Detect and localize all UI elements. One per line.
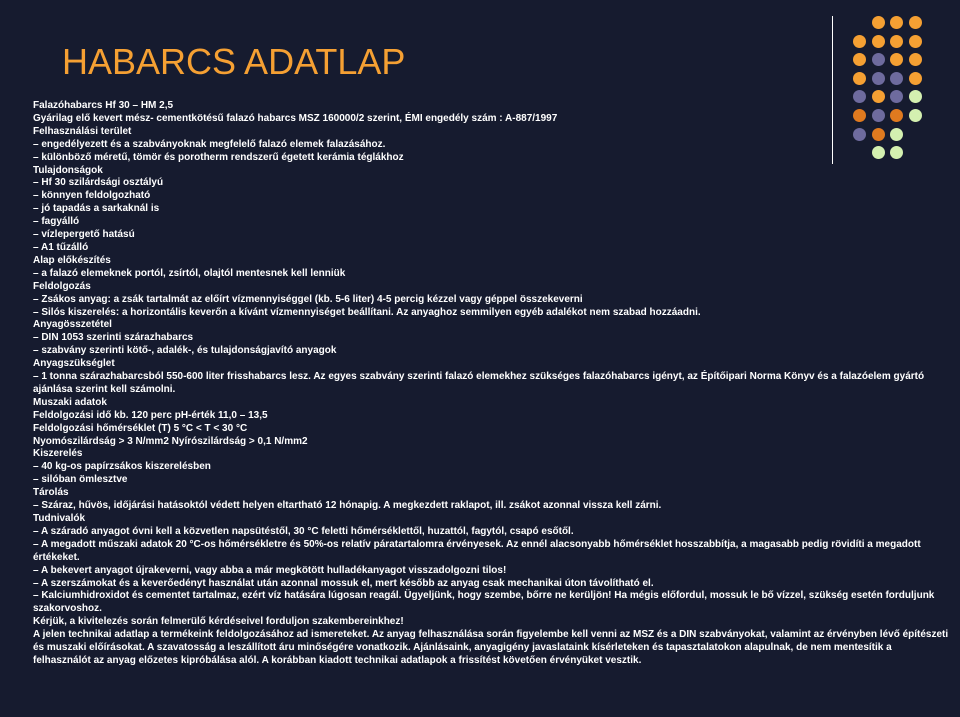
decorative-dot bbox=[872, 53, 885, 66]
list-item: – Hf 30 szilárdsági osztályú bbox=[33, 177, 164, 189]
text-line: Kérjük, a kivitelezés során felmerülő kérdéseivel forduljon szakembereinkhez! bbox=[33, 616, 404, 628]
decorative-dot bbox=[872, 72, 885, 85]
list-item: – vízlepergető hatású bbox=[33, 229, 135, 241]
decorative-dot bbox=[890, 53, 903, 66]
disclaimer-paragraph: A jelen technikai adatlap a termékeink feldolgozásához ad ismereteket. Az anyag felhasználása során figyelembe kell venni az MSZ és a DIN szabványokat, valamint az érvényben lévő építészeti és muszaki előírásokat. A szavatosság a leszállított áru minőségére vonatkozik. Ajánlásaink, anyagigény javaslataink kísérleteken és tapasztalatokon alapulnak, de nem mentesítik a bbox=[33, 629, 949, 654]
decorative-dot bbox=[853, 35, 866, 48]
list-item: – Silós kiszerelés: a horizontális keverőn a kívánt vízmennyiséget beállítani. Az anyaghoz semmilyen egyéb adalékot nem szabad hozzáadni. bbox=[33, 306, 701, 318]
section-heading: Feldolgozás bbox=[33, 280, 91, 292]
list-item: – könnyen feldolgozható bbox=[33, 190, 151, 202]
decorative-dot bbox=[853, 72, 866, 85]
list-item: – silóban ömlesztve bbox=[33, 474, 128, 486]
list-item: – DIN 1053 szerinti szárazhabarcs bbox=[33, 332, 194, 344]
spec-line: Nyomószilárdság > 3 N/mm2 Nyírószilárdság > 0,1 N/mm2 bbox=[33, 435, 308, 447]
section-heading: Anyagösszetétel bbox=[33, 319, 112, 331]
spec-line: Feldolgozási idő kb. 120 perc pH-érték 11,0 – 13,5 bbox=[33, 409, 268, 421]
disclaimer-paragraph: felhasználót az anyag előzetes kipróbálása alól. A korábban kiadott technikai adatlapok a frissítést követően érvényüket vesztik. bbox=[33, 654, 642, 666]
section-heading: Anyagszükséglet bbox=[33, 358, 115, 370]
decorative-dot bbox=[890, 72, 903, 85]
list-item: – A szerszámokat és a keverőedényt használat után azonnal mossuk el, mert később az anyag csak mechanikai úton távolítható el. bbox=[33, 577, 654, 589]
list-item: – a falazó elemeknek portól, zsírtól, olajtól mentesnek kell lenniük bbox=[33, 267, 346, 279]
section-heading: Tudnivalók bbox=[33, 513, 86, 524]
text-line: Falazóhabarcs Hf 30 – HM 2,5 bbox=[33, 100, 174, 111]
list-item: – Kalciumhidroxidot és cementet tartalmaz, ezért víz hatására lúgosan reagál. Ügyeljünk, hogy szembe, bőrre ne kerüljön! Ha mégis előfordul, mossuk le bő vízzel, szükség esetén forduljunk szakorvoshoz. bbox=[33, 590, 935, 615]
list-item: – A bekevert anyagot újrakeverni, vagy abba a már megkötött hulladékanyagot visszadolgozni tilos! bbox=[33, 564, 507, 576]
section-heading: Felhasználási terület bbox=[33, 125, 132, 137]
list-item: – jó tapadás a sarkaknál is bbox=[33, 203, 160, 215]
decorative-dot bbox=[872, 35, 885, 48]
list-item: – fagyálló bbox=[33, 216, 80, 228]
section-heading: Alap előkészítés bbox=[33, 254, 111, 266]
spec-line: Feldolgozási hőmérséklet (T) 5 °C < T < 30 °C bbox=[33, 422, 248, 434]
list-item: – különböző méretű, tömör és porotherm rendszerű égetett kerámia téglákhoz bbox=[33, 151, 404, 163]
decorative-dot bbox=[909, 16, 922, 29]
decorative-dot bbox=[909, 35, 922, 48]
decorative-dot bbox=[853, 53, 866, 66]
text-line: Gyárilag elő kevert mész- cementkötésű falazó habarcs MSZ 160000/2 szerint, ÉMI engedély szám : A-887/1997 bbox=[33, 112, 558, 124]
list-item: – Zsákos anyag: a zsák tartalmát az előírt vízmennyiséggel (kb. 5-6 liter) 4-5 percig kézzel vagy géppel összekeverni bbox=[33, 293, 583, 305]
list-item: – A száradó anyagot óvni kell a közvetlen napsütéstől, 30 °C feletti hőmérséklettől, huzattól, fagytól, csapó esőtől. bbox=[33, 525, 574, 537]
list-item: – A megadott műszaki adatok 20 °C-os hőmérsékletre és 50%-os relatív páratartalomra érvényesek. Az ennél alacsonyabb hőmérséklet hosszabbítja, a magasabb pedig rövidíti a megadott értékeket. bbox=[33, 538, 921, 563]
decorative-dot bbox=[890, 16, 903, 29]
section-heading: Kiszerelés bbox=[33, 448, 83, 460]
list-item: – 40 kg-os papírzsákos kiszerelésben bbox=[33, 461, 211, 473]
section-heading: Tulajdonságok bbox=[33, 164, 103, 176]
section-heading: Tárolás bbox=[33, 487, 69, 499]
list-item: – 1 tonna szárazhabarcsból 550-600 liter frisshabarcs lesz. Az egyes szabvány szerinti falazó elemekhez szükséges falazóhabarcs igényt, az Építőipari Norma Könyv és a falazóelem gyártó ajánlása szerint kell számolni. bbox=[33, 371, 925, 395]
list-item: – Száraz, hűvös, időjárási hatásoktól védett helyen eltartható 12 hónapig. A megkezdett raklapot, ill. zsákot azonnal vissza kell zárni. bbox=[33, 500, 662, 512]
section-heading: Muszaki adatok bbox=[33, 396, 107, 408]
decorative-dot bbox=[890, 35, 903, 48]
datasheet-body bbox=[33, 100, 951, 668]
list-item: – szabvány szerinti kötő-, adalék-, és tulajdonságjavító anyagok bbox=[33, 345, 337, 357]
list-item: – engedélyezett és a szabványoknak megfelelő falazó elemek falazásához. bbox=[33, 138, 386, 150]
list-item: – A1 tűzálló bbox=[33, 241, 89, 253]
decorative-dot bbox=[909, 72, 922, 85]
page-title: HABARCS ADATLAP bbox=[62, 41, 406, 82]
decorative-dot bbox=[909, 53, 922, 66]
decorative-dot bbox=[872, 16, 885, 29]
